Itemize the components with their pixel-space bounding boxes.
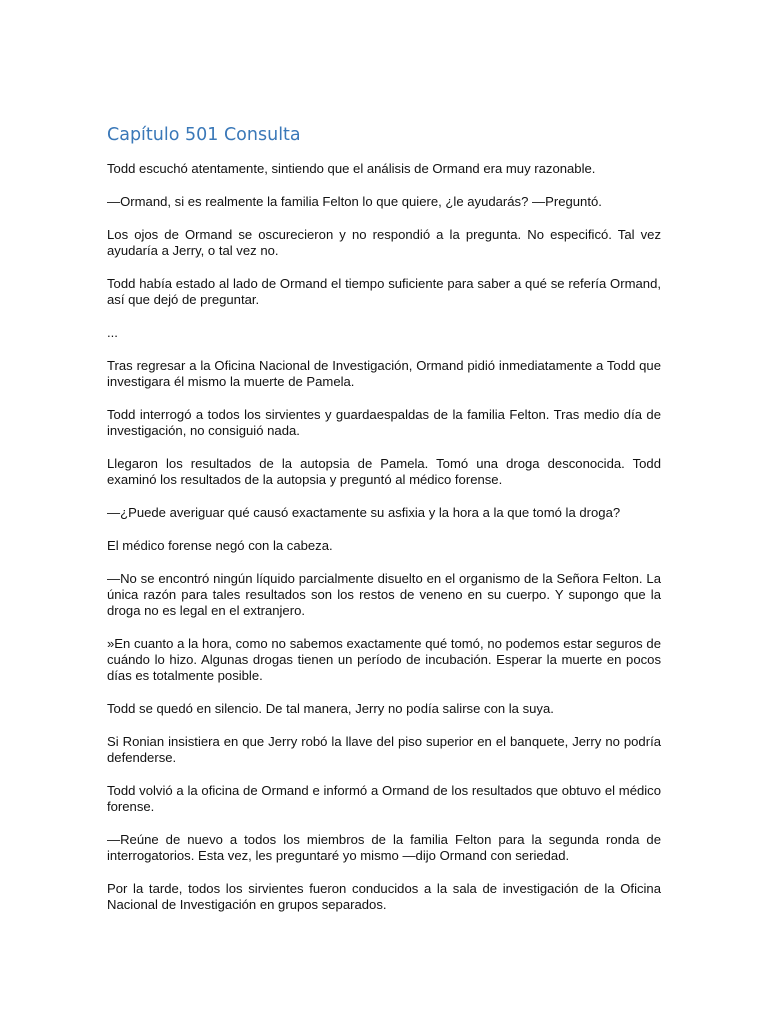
paragraph: Si Ronian insistiera en que Jerry robó la llave del piso superior en el banquete, Jerry no podría defenderse. [107, 734, 661, 765]
paragraph: Llegaron los resultados de la autopsia de Pamela. Tomó una droga desconocida. Todd examinó los resultados de la autopsia y preguntó al médico forense. [107, 456, 661, 487]
paragraph: —Ormand, si es realmente la familia Felton lo que quiere, ¿le ayudarás? —Preguntó. [107, 194, 602, 209]
paragraph: Por la tarde, todos los sirvientes fueron conducidos a la sala de investigación de la Oficina Nacional de Investigación en grupos separados. [107, 881, 661, 912]
paragraph: Tras regresar a la Oficina Nacional de Investigación, Ormand pidió inmediatamente a Todd que investigara él mismo la muerte de Pamela. [107, 358, 661, 389]
ellipsis-separator: ... [107, 325, 118, 340]
paragraph: Todd volvió a la oficina de Ormand e informó a Ormand de los resultados que obtuvo el médico forense. [107, 783, 661, 814]
paragraph: —Reúne de nuevo a todos los miembros de la familia Felton para la segunda ronda de interrogatorios. Esta vez, les preguntaré yo mismo —dijo Ormand con seriedad. [107, 832, 661, 863]
paragraph: Los ojos de Ormand se oscurecieron y no respondió a la pregunta. No especificó. Tal vez ayudaría a Jerry, o tal vez no. [107, 227, 661, 258]
paragraph: —No se encontró ningún líquido parcialmente disuelto en el organismo de la Señora Felton. La única razón para tales resultados son los restos de veneno en su cuerpo. Y supongo que la droga no es legal en el extranjero. [107, 571, 661, 618]
paragraph: Todd escuchó atentamente, sintiendo que el análisis de Ormand era muy razonable. [107, 161, 596, 176]
paragraph: Todd había estado al lado de Ormand el tiempo suficiente para saber a qué se refería Ormand, así que dejó de preguntar. [107, 276, 661, 307]
paragraph: Todd interrogó a todos los sirvientes y guardaespaldas de la familia Felton. Tras medio día de investigación, no consiguió nada. [107, 407, 661, 438]
chapter-title: Capítulo 501 Consulta [107, 125, 301, 145]
paragraph: —¿Puede averiguar qué causó exactamente su asfixia y la hora a la que tomó la droga? [107, 505, 621, 520]
document-content [107, 124, 661, 930]
paragraph: Todd se quedó en silencio. De tal manera, Jerry no podía salirse con la suya. [107, 701, 554, 716]
paragraph: »En cuanto a la hora, como no sabemos exactamente qué tomó, no podemos estar seguros de cuándo lo hizo. Algunas drogas tienen un período de incubación. Esperar la muerte en pocos días es totalmente posible. [107, 636, 661, 683]
paragraph: El médico forense negó con la cabeza. [107, 538, 333, 553]
